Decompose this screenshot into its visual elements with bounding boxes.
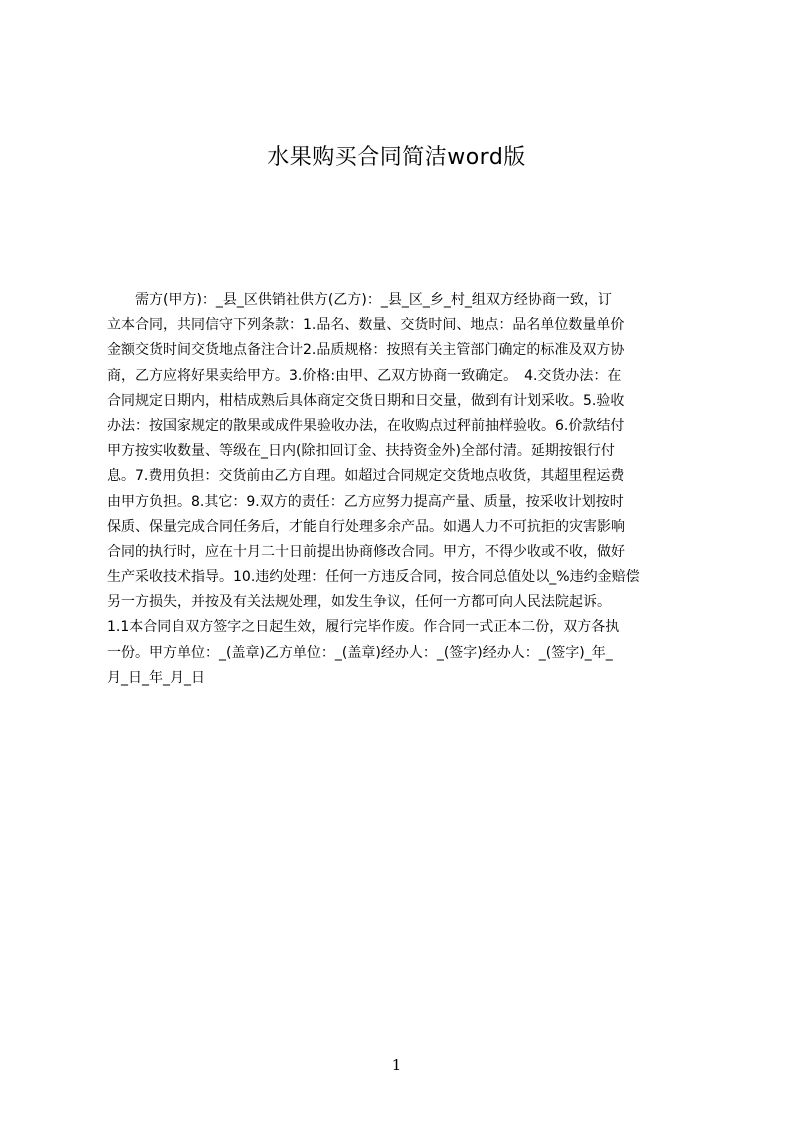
body-line-1: 需方(甲方)：_县_区供销社供方(乙方)：_县_区_乡_村_组双方经协商一致，订 <box>135 292 612 308</box>
contract-body <box>107 288 697 728</box>
body-line-3: 金额交货时间交货地点备注合计2.品质规格：按照有关主管部门确定的标准及双方协 <box>107 342 625 359</box>
body-line-8: 息。7.费用负担：交货前由乙方自理。如超过合同规定交货地点收货，其超里程运费 <box>107 468 625 485</box>
page-number: 1 <box>391 1056 402 1074</box>
body-line-6: 办法：按国家规定的散果或成件果验收办法，在收购点过秤前抽样验收。6.价款结付 <box>107 417 625 434</box>
body-line-5: 合同规定日期内，柑桔成熟后具体商定交货日期和日交量，做到有计划采收。5.验收 <box>107 392 625 409</box>
body-line-14: 1.1本合同自双方签字之日起生效，履行完毕作废。作合同一式正本二份，双方各执 <box>107 619 620 636</box>
body-line-4: 商，乙方应将好果卖给甲方。3.价格:由甲、乙双方协商一致确定。 4.交货办法：在 <box>107 367 622 384</box>
body-line-10: 保质、保量完成合同任务后，才能自行处理多余产品。如遇人力不可抗拒的灾害影响 <box>107 518 625 535</box>
body-line-2: 立本合同，共同信守下列条款：1.品名、数量、交货时间、地点：品名单位数量单价 <box>107 317 625 334</box>
document-title: 水果购买合同简洁word版 <box>267 145 526 170</box>
body-line-11: 合同的执行时，应在十月二十日前提出协商修改合同。甲方，不得少收或不收，做好 <box>107 543 625 560</box>
body-line-15: 一份。甲方单位：_(盖章)乙方单位：_(盖章)经办人：_(签字)经办人：_(签字)_年_ <box>107 644 613 661</box>
body-line-7: 甲方按实收数量、等级在_日内(除扣回订金、扶持资金外)全部付清。延期按银行付 <box>107 443 615 460</box>
body-line-12: 生产采收技术指导。10.违约处理：任何一方违反合同，按合同总值处以_%违约金赔偿 <box>107 569 640 586</box>
body-line-13: 另一方损失，并按及有关法规处理，如发生争议，任何一方都可向人民法院起诉。 <box>107 594 611 611</box>
body-line-16: 月_日_年_月_日 <box>107 669 205 686</box>
body-line-9: 由甲方负担。8.其它：9.双方的责任：乙方应努力提高产量、质量，按采收计划按时 <box>107 493 624 510</box>
